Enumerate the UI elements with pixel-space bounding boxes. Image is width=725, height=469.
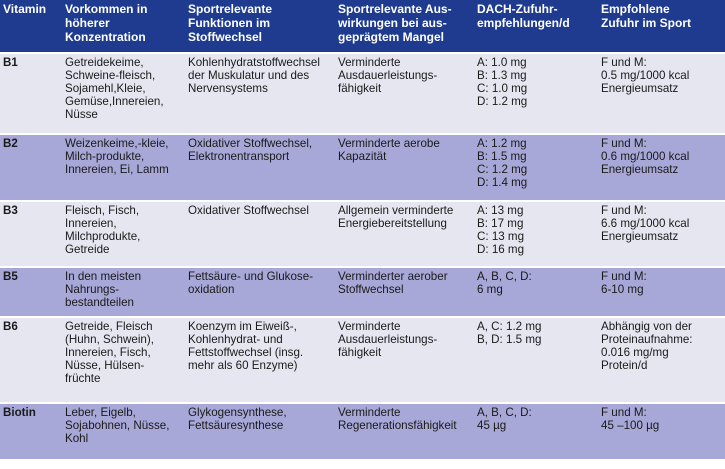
table-row <box>0 53 725 134</box>
cell-vitamin: B5 <box>0 267 62 317</box>
cell-funktionen: Kohlenhydratstoffwechsel der Muskulatur und des Nervensystems <box>185 53 335 134</box>
cell-sport: F und M: 0.6 mg/1000 kcal Energieumsatz <box>598 134 725 201</box>
cell-sport: F und M: 6-10 mg <box>598 267 725 317</box>
cell-vitamin: B6 <box>0 317 62 403</box>
cell-dach: A, B, C, D: 45 µg <box>474 403 598 460</box>
cell-mangel: Verminderte Regenerationsfähigkeit <box>335 403 474 460</box>
cell-funktionen: Glykogensynthese, Fettsäuresynthese <box>185 403 335 460</box>
cell-vitamin: B2 <box>0 134 62 201</box>
cell-mangel: Verminderter aerober Stoffwechsel <box>335 267 474 317</box>
cell-dach: A: 1.0 mg B: 1.3 mg C: 1.0 mg D: 1.2 mg <box>474 53 598 134</box>
cell-funktionen: Fettsäure- und Glukose- oxidation <box>185 267 335 317</box>
cell-dach: A: 1.2 mg B: 1.5 mg C: 1.2 mg D: 1.4 mg <box>474 134 598 201</box>
cell-vorkommen: Leber, Eigelb, Sojabohnen, Nüsse, Kohl <box>62 403 185 460</box>
header-dach: DACH-Zufuhr- empfehlungen/d <box>474 0 598 53</box>
cell-dach: A: 13 mg B: 17 mg C: 13 mg D: 16 mg <box>474 201 598 267</box>
cell-funktionen: Oxidativer Stoffwechsel, Elektronentransport <box>185 134 335 201</box>
cell-sport: F und M: 6.6 mg/1000 kcal Energieumsatz <box>598 201 725 267</box>
header-funktionen: Sportrelevante Funktionen im Stoffwechsel <box>185 0 335 53</box>
cell-funktionen: Oxidativer Stoffwechsel <box>185 201 335 267</box>
cell-mangel: Verminderte aerobe Kapazität <box>335 134 474 201</box>
table-row <box>0 201 725 267</box>
cell-vorkommen: Weizenkeime,-kleie, Milch-produkte, Innereien, Ei, Lamm <box>62 134 185 201</box>
cell-funktionen: Koenzym im Eiweiß-, Kohlenhydrat- und Fettstoffwechsel (insg. mehr als 60 Enzyme) <box>185 317 335 403</box>
cell-vitamin: B3 <box>0 201 62 267</box>
cell-vorkommen: Getreide, Fleisch (Huhn, Schwein), Innereien, Fisch, Nüsse, Hülsen- früchte <box>62 317 185 403</box>
table-row <box>0 134 725 201</box>
cell-vitamin: Biotin <box>0 403 62 460</box>
cell-vorkommen: Getreidekeime, Schweine-fleisch, Sojamehl,Kleie, Gemüse,Innereien, Nüsse <box>62 53 185 134</box>
cell-dach: A, B, C, D: 6 mg <box>474 267 598 317</box>
cell-mangel: Allgemein verminderte Energiebereitstellung <box>335 201 474 267</box>
header-row <box>0 0 725 53</box>
header-vitamin: Vitamin <box>0 0 62 53</box>
cell-vorkommen: Fleisch, Fisch, Innereien, Milchprodukte, Getreide <box>62 201 185 267</box>
table-row <box>0 317 725 403</box>
header-vorkommen: Vorkommen in höherer Konzentration <box>62 0 185 53</box>
cell-vitamin: B1 <box>0 53 62 134</box>
cell-mangel: Verminderte Ausdauerleistungs- fähigkeit <box>335 317 474 403</box>
cell-sport: F und M: 0.5 mg/1000 kcal Energieumsatz <box>598 53 725 134</box>
cell-sport: F und M: 45 –100 µg <box>598 403 725 460</box>
header-mangel: Sportrelevante Aus- wirkungen bei aus- geprägtem Mangel <box>335 0 474 53</box>
cell-vorkommen: In den meisten Nahrungs- bestandteilen <box>62 267 185 317</box>
table-row <box>0 403 725 460</box>
header-sport: Empfohlene Zufuhr im Sport <box>598 0 725 53</box>
cell-sport: Abhängig von der Proteinaufnahme: 0.016 mg/mg Protein/d <box>598 317 725 403</box>
cell-dach: A, C: 1.2 mg B, D: 1.5 mg <box>474 317 598 403</box>
table-row <box>0 267 725 317</box>
cell-mangel: Verminderte Ausdauerleistungs- fähigkeit <box>335 53 474 134</box>
